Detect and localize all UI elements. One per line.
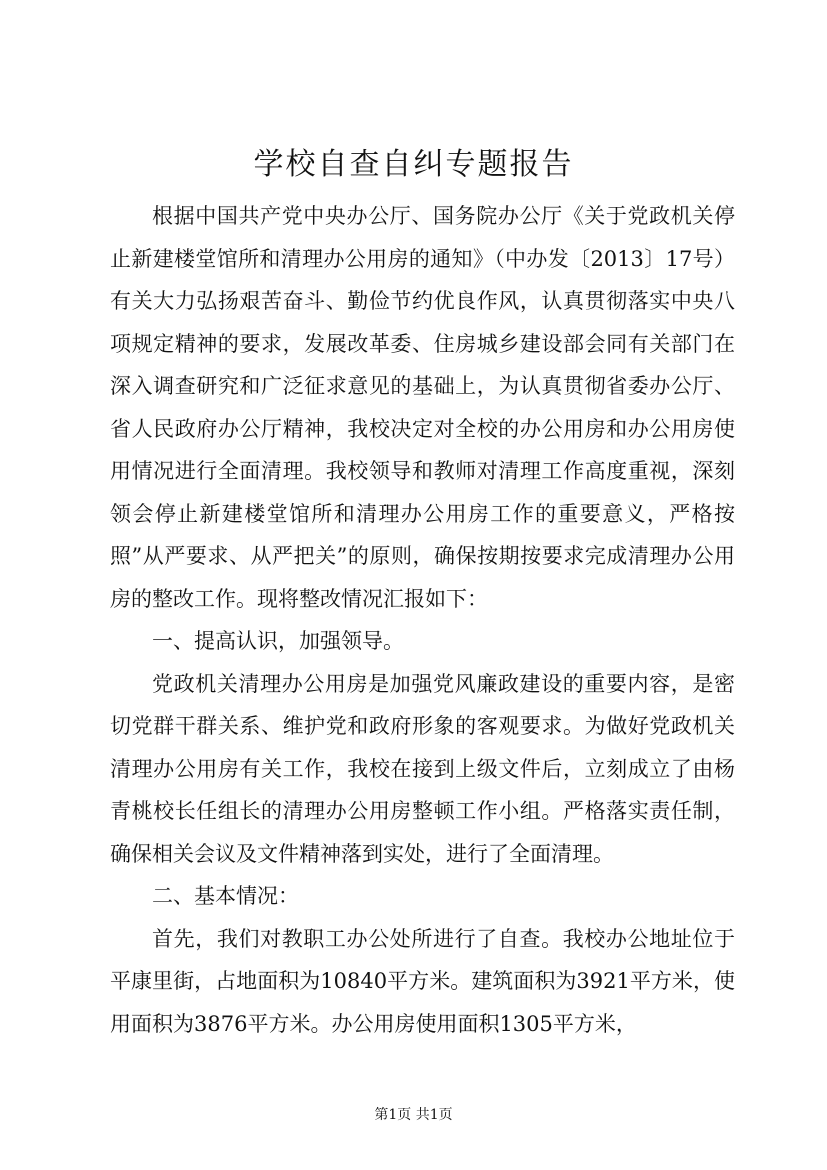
paragraph-section-2: 首先，我们对教职工办公处所进行了自查。我校办公地址位于平康里街，占地面积为10840平方米。建筑面积为3921平方米，使用面积为3876平方米。办公用房使用面积1305平方米， [110, 926, 735, 1036]
page-footer: 第1页 共1页 [374, 1107, 453, 1123]
paragraph-section-1: 党政机关清理办公用房是加强党风廉政建设的重要内容，是密切党群干群关系、维护党和政府形象的客观要求。为做好党政机关清理办公用房有关工作，我校在接到上级文件后，立刻成立了由杨青桃校长任组长的清理办公用房整顿工作小组。严格落实责任制，确保相关会议及文件精神落到实处，进行了全面清理。 [110, 671, 735, 866]
document-body [110, 195, 735, 1045]
section-heading-2: 二、基本情况： [152, 884, 299, 908]
paragraph-intro: 根据中国共产党中央办公厅、国务院办公厅《关于党政机关停止新建楼堂馆所和清理办公用房的通知》（中办发〔2013〕17号）有关大力弘扬艰苦奋斗、勤俭节约优良作风，认真贯彻落实中央八项规定精神的要求，发展改革委、住房城乡建设部会同有关部门在深入调查研究和广泛征求意见的基础上，为认真贯彻省委办公厅、省人民政府办公厅精神，我校决定对全校的办公用房和办公用房使用情况进行全面清理。我校领导和教师对清理工作高度重视，深刻领会停止新建楼堂馆所和清理办公用房工作的重要意义，严格按照”从严要求、从严把关”的原则，确保按期按要求完成清理办公用房的整改工作。现将整改情况汇报如下： [110, 204, 735, 611]
section-heading-1: 一、提高认识，加强领导。 [152, 629, 404, 653]
document-title: 学校自查自纠专题报告 [253, 147, 574, 182]
